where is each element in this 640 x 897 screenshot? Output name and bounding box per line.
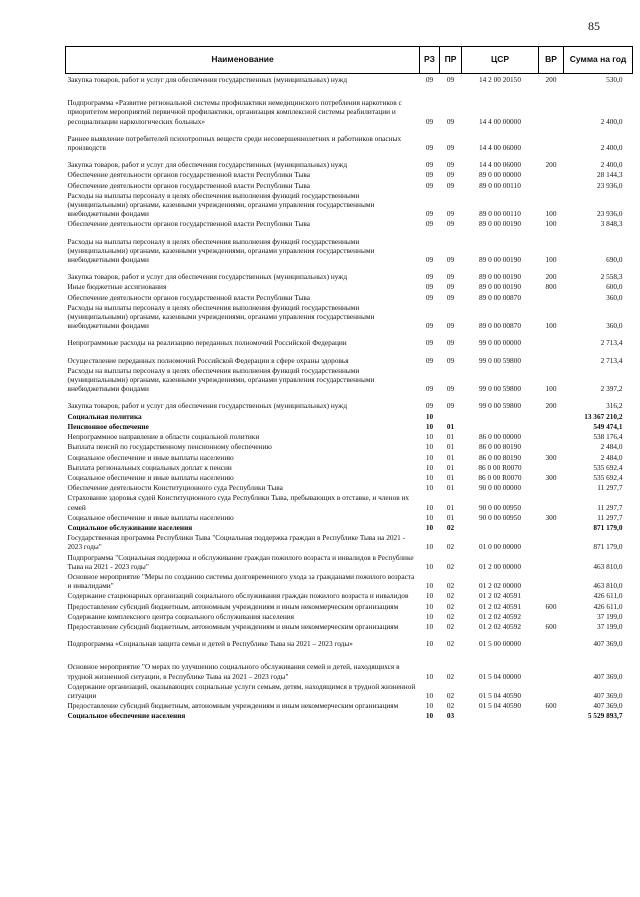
cell-rz: 09 [425, 355, 434, 365]
cell-name: Социальное обслуживание населения [67, 522, 193, 532]
cell-rz: 09 [425, 321, 434, 331]
cell-rz: 09 [425, 272, 434, 282]
cell-sum: 538 176,4 [593, 432, 623, 442]
table-row [66, 330, 633, 347]
cell-name: Содержание комплексного центра социального обслуживания населения [67, 611, 295, 621]
table-row [66, 710, 633, 720]
cell-rz: 10 [425, 639, 434, 649]
cell-csr: 01 5 04 40590 [479, 701, 521, 711]
cell-pr: 09 [446, 255, 455, 265]
table-row [66, 700, 633, 710]
cell-rz: 10 [425, 472, 434, 482]
cell-sum: 530,0 [606, 75, 623, 84]
cell-sum: 426 611,0 [593, 591, 623, 601]
cell-sum: 316,2 [606, 401, 623, 411]
cell-rz: 09 [425, 180, 434, 190]
cell-csr: 99 0 00 00000 [479, 338, 521, 348]
cell-sum: 2 400,0 [600, 116, 623, 126]
cell-sum: 871 179,0 [593, 522, 623, 532]
cell-rz: 10 [425, 671, 434, 681]
cell-rz: 09 [425, 401, 434, 411]
cell-sum: 2 713,4 [600, 338, 623, 348]
cell-name: Непрограммное направление в области социальной политики [67, 432, 260, 442]
cell-sum: 600,0 [606, 282, 623, 292]
cell-pr: 02 [446, 542, 455, 552]
cell-name: Пенсионное обеспечение [67, 421, 149, 431]
cell-sum: 13 367 210,2 [584, 411, 623, 421]
cell-pr: 09 [446, 75, 455, 84]
cell-sum: 690,0 [606, 255, 623, 265]
cell-pr: 01 [446, 472, 455, 482]
cell-rz: 10 [425, 621, 434, 631]
cell-vr: 100 [545, 219, 557, 229]
cell-csr: 89 0 00 00190 [479, 219, 521, 229]
cell-pr: 02 [446, 690, 455, 700]
cell-rz: 10 [425, 711, 434, 721]
cell-pr: 09 [446, 338, 455, 348]
cell-sum: 463 810,0 [593, 581, 623, 591]
cell-vr [539, 169, 564, 179]
cell-vr [539, 631, 564, 648]
cell-name: Закупка товаров, работ и услуг для обеспечения государственных (муниципальных) нужд [67, 272, 348, 282]
cell-sum: 360,0 [606, 292, 623, 302]
table-row [66, 74, 633, 85]
cell-vr [539, 710, 564, 720]
table-row [66, 492, 633, 511]
cell-csr: 89 0 00 00190 [479, 272, 521, 282]
cell-sum: 535 692,4 [593, 462, 623, 472]
cell-vr: 200 [545, 272, 557, 282]
page-number: 85 [588, 19, 600, 33]
cell-csr: 86 0 00 80190 [479, 442, 521, 452]
table-row [66, 462, 633, 472]
cell-sum: 407 369,0 [593, 690, 623, 700]
cell-csr [462, 522, 539, 532]
cell-rz: 10 [425, 483, 434, 493]
cell-sum: 2 400,0 [600, 143, 623, 153]
cell-rz: 09 [425, 255, 434, 265]
cell-csr: 14 4 00 06000 [479, 143, 521, 153]
table-row [66, 631, 633, 648]
table-row [66, 348, 633, 365]
cell-name: Страхование здоровья судей Конституционного суда Республики Тыва, пребывающих в отставке, и членов их семей [67, 493, 410, 512]
cell-name: Социальная политика [67, 411, 142, 421]
table-row [66, 84, 633, 126]
cell-vr: 800 [545, 282, 557, 292]
cell-vr [539, 330, 564, 347]
cell-rz: 10 [425, 522, 434, 532]
table-row [66, 452, 633, 462]
cell-vr [539, 180, 564, 190]
budget-table [65, 46, 633, 721]
table-header-row [66, 47, 633, 74]
cell-csr: 01 2 02 00000 [479, 581, 521, 591]
table-row [66, 190, 633, 219]
cell-sum: 11 297,7 [597, 483, 623, 493]
table-row [66, 648, 633, 680]
table-row [66, 681, 633, 700]
cell-pr: 01 [446, 421, 455, 431]
table-row [66, 421, 633, 431]
table-row [66, 522, 633, 532]
cell-vr [539, 84, 564, 126]
cell-csr: 01 0 00 00000 [479, 542, 521, 552]
cell-name: Подпрограмма «Развитие региональной системы профилактики немедицинского потребления наркотиков с приоритетом мероприятий первичной профилактики, организация комплексной системы реабилитации и ресоциализации наркологических больных» [67, 98, 402, 126]
cell-rz: 10 [425, 512, 434, 522]
cell-pr: 01 [446, 452, 455, 462]
cell-sum: 11 297,7 [597, 502, 623, 512]
table-row [66, 393, 633, 410]
cell-name: Выплата региональных социальных доплат к пенсии [67, 462, 232, 472]
cell-name: Обеспечение деятельности органов государственной власти Республики Тыва [67, 170, 310, 180]
cell-sum: 37 199,0 [596, 611, 623, 621]
cell-name: Предоставление субсидий бюджетным, автономным учреждениям и иным некоммерческим организациям [67, 701, 399, 711]
cell-sum: 407 369,0 [593, 671, 623, 681]
cell-csr: 89 0 00 00870 [479, 321, 521, 331]
cell-csr: 90 0 00 00000 [479, 483, 521, 493]
cell-sum: 5 529 893,7 [587, 711, 623, 721]
cell-name: Раннее выявление потребителей психотропных веществ среди несовершеннолетних и работников опасных производств [67, 133, 402, 153]
cell-vr: 100 [545, 255, 557, 265]
cell-csr: 86 0 00 R0070 [478, 472, 522, 482]
cell-csr: 99 0 00 59800 [479, 401, 521, 411]
cell-sum: 549 474,1 [593, 421, 623, 431]
cell-vr [539, 441, 564, 451]
cell-sum: 23 936,0 [596, 209, 623, 219]
cell-rz: 10 [425, 442, 434, 452]
cell-name: Обеспечение деятельности органов государственной власти Республики Тыва [67, 219, 310, 229]
cell-rz: 10 [425, 462, 434, 472]
cell-name: Расходы на выплаты персоналу в целях обеспечения выполнения функций государственными (муниципальными) органами, казенными учреждениями, органами управления государственными внебюджетными фондами [67, 190, 375, 219]
cell-pr: 09 [446, 170, 455, 180]
cell-rz: 10 [425, 591, 434, 601]
cell-name: Государственная программа Республики Тыва "Социальная поддержка граждан в Республике Тыва на 2021 - 2023 годы" [67, 533, 406, 552]
cell-pr: 01 [446, 442, 455, 452]
header-name: Наименование [66, 47, 420, 74]
table-row [66, 281, 633, 291]
cell-rz: 10 [425, 611, 434, 621]
cell-rz: 10 [425, 452, 434, 462]
cell-pr: 02 [446, 621, 455, 631]
table-row [66, 621, 633, 631]
table-row [66, 411, 633, 421]
cell-vr: 600 [545, 621, 557, 631]
cell-pr [440, 411, 462, 421]
cell-csr: 99 0 00 59800 [479, 384, 521, 394]
cell-vr [539, 648, 564, 680]
cell-pr: 09 [446, 219, 455, 229]
cell-vr: 300 [545, 472, 557, 482]
cell-csr: 86 0 00 00000 [479, 432, 521, 442]
cell-pr: 09 [446, 292, 455, 302]
cell-rz: 10 [425, 581, 434, 591]
cell-vr [539, 532, 564, 551]
cell-rz: 10 [425, 432, 434, 442]
cell-name: Расходы на выплаты персоналу в целях обеспечения выполнения функций государственными (муниципальными) органами, казенными учреждениями, органами управления государственными внебюджетными фондами [67, 365, 375, 394]
cell-rz: 10 [425, 701, 434, 711]
cell-pr: 03 [446, 711, 455, 721]
cell-vr: 100 [545, 209, 557, 219]
cell-rz: 09 [425, 338, 434, 348]
cell-csr: 89 0 00 00110 [479, 180, 521, 190]
cell-csr: 99 0 00 59800 [479, 355, 521, 365]
cell-csr: 90 0 00 00950 [479, 512, 521, 522]
cell-name: Предоставление субсидий бюджетным, автономным учреждениям и иным некоммерческим организациям [67, 621, 399, 631]
cell-vr: 100 [545, 321, 557, 331]
cell-vr [539, 348, 564, 365]
cell-rz: 10 [425, 561, 434, 571]
header-sum: Сумма на год [564, 47, 633, 74]
cell-sum: 535 692,4 [593, 472, 623, 482]
cell-sum: 2 484,0 [600, 452, 623, 462]
cell-csr: 89 0 00 00190 [479, 282, 521, 292]
cell-rz: 09 [425, 384, 434, 394]
cell-name: Социальное обеспечение и иные выплаты населению [67, 452, 234, 462]
table-row [66, 264, 633, 281]
cell-sum: 37 199,0 [596, 621, 623, 631]
table-row [66, 365, 633, 394]
cell-rz: 09 [425, 292, 434, 302]
cell-csr: 01 2 02 40592 [479, 611, 521, 621]
table-row [66, 302, 633, 331]
cell-vr: 200 [545, 160, 557, 170]
cell-vr: 200 [545, 401, 557, 411]
table-row [66, 611, 633, 621]
cell-csr [462, 421, 539, 431]
cell-vr [539, 431, 564, 441]
cell-pr: 01 [446, 512, 455, 522]
cell-name: Содержание организаций, оказывающих социальные услуги семьям, детям, находящимся в трудной жизненной ситуации [67, 681, 416, 700]
cell-vr: 200 [545, 75, 557, 84]
cell-csr: 90 0 00 00950 [479, 502, 521, 512]
table-row [66, 431, 633, 441]
cell-csr: 86 0 00 80190 [479, 452, 521, 462]
cell-name: Основное мероприятие "О мерах по улучшению социального обслуживания семей и детей, находящихся в трудной жизненной ситуации, в Республике Тыва на 2021 – 2023 годы" [67, 662, 400, 681]
cell-sum: 463 810,0 [593, 561, 623, 571]
cell-pr: 02 [446, 561, 455, 571]
cell-csr: 14 4 00 06000 [479, 160, 521, 170]
cell-csr: 14 4 00 00000 [479, 116, 521, 126]
cell-sum: 2 558,3 [600, 272, 623, 282]
cell-vr [539, 292, 564, 302]
cell-name: Содержание стационарных организаций социального обслуживания граждан пожилого возраста и инвалидов [67, 591, 409, 601]
table-row [66, 126, 633, 152]
cell-pr: 09 [446, 209, 455, 219]
cell-vr [539, 411, 564, 421]
cell-name: Выплата пенсий по государственному пенсионному обеспечению [67, 442, 272, 452]
cell-sum: 426 611,0 [593, 601, 623, 611]
cell-sum: 2 713,4 [600, 355, 623, 365]
cell-pr: 02 [446, 671, 455, 681]
cell-vr: 600 [545, 601, 557, 611]
cell-pr: 02 [446, 581, 455, 591]
cell-name: Обеспечение деятельности органов государственной власти Республики Тыва [67, 292, 310, 302]
cell-rz: 10 [425, 411, 434, 421]
cell-name: Иные бюджетные ассигнования [67, 282, 167, 292]
cell-name: Расходы на выплаты персоналу в целях обеспечения выполнения функций государственными (муниципальными) органами, казенными учреждениями, органами управления государственными внебюджетными фондами [67, 302, 375, 331]
cell-rz: 09 [425, 219, 434, 229]
header-rz: РЗ [420, 47, 440, 74]
cell-csr: 01 5 00 00000 [479, 639, 521, 649]
cell-pr: 02 [446, 639, 455, 649]
cell-name: Социальное обеспечение населения [67, 711, 186, 721]
cell-csr [462, 710, 539, 720]
cell-pr: 02 [446, 601, 455, 611]
cell-sum: 2 400,0 [600, 160, 623, 170]
cell-pr: 02 [446, 591, 455, 601]
cell-vr [539, 522, 564, 532]
cell-sum: 11 297,7 [597, 512, 623, 522]
cell-vr: 300 [545, 512, 557, 522]
cell-vr: 600 [545, 701, 557, 711]
header-csr: ЦСР [462, 47, 539, 74]
cell-name: Социальное обеспечение и иные выплаты населению [67, 472, 234, 482]
cell-pr: 09 [446, 355, 455, 365]
cell-pr: 09 [446, 160, 455, 170]
cell-pr: 02 [446, 522, 455, 532]
cell-vr: 300 [545, 452, 557, 462]
cell-vr: 100 [545, 384, 557, 394]
table-body [66, 74, 633, 721]
cell-rz: 09 [425, 75, 434, 84]
cell-name: Непрограммные расходы на реализацию переданных полномочий Российской Федерации [67, 338, 347, 348]
header-vr: ВР [539, 47, 564, 74]
cell-name: Закупка товаров, работ и услуг для обеспечения государственных (муниципальных) нужд [67, 75, 348, 84]
cell-sum: 23 936,0 [596, 180, 623, 190]
table-row [66, 601, 633, 611]
table-row [66, 571, 633, 590]
cell-name: Социальное обеспечение и иные выплаты населению [67, 512, 234, 522]
cell-csr: 01 2 02 40592 [479, 621, 521, 631]
cell-pr: 09 [446, 116, 455, 126]
cell-sum: 407 369,0 [593, 639, 623, 649]
cell-pr: 09 [446, 143, 455, 153]
table-row [66, 152, 633, 169]
cell-vr [539, 571, 564, 590]
cell-vr [539, 552, 564, 571]
cell-csr: 14 2 00 20150 [479, 75, 521, 84]
cell-csr: 01 2 02 40591 [479, 591, 521, 601]
cell-rz: 09 [425, 209, 434, 219]
table-row [66, 532, 633, 551]
cell-rz: 09 [425, 160, 434, 170]
cell-csr [462, 411, 539, 421]
header-pr: ПР [440, 47, 462, 74]
cell-vr [539, 681, 564, 700]
cell-csr: 89 0 00 00000 [479, 170, 521, 180]
table-row [66, 552, 633, 571]
cell-rz: 10 [425, 601, 434, 611]
cell-sum: 2 397,2 [600, 384, 623, 394]
cell-sum: 3 848,3 [600, 219, 623, 229]
table-row [66, 472, 633, 482]
cell-vr [539, 462, 564, 472]
cell-name: Подпрограмма «Социальная защита семьи и детей в Республике Тыва на 2021 – 2023 годы» [67, 639, 353, 649]
cell-rz: 10 [425, 421, 434, 431]
cell-name: Предоставление субсидий бюджетным, автономным учреждениям и иным некоммерческим организациям [67, 601, 399, 611]
cell-pr: 09 [446, 272, 455, 282]
cell-csr: 86 0 00 R0070 [478, 462, 522, 472]
cell-rz: 10 [425, 542, 434, 552]
cell-pr: 09 [446, 180, 455, 190]
cell-pr: 02 [446, 701, 455, 711]
table-row [66, 441, 633, 451]
cell-name: Обеспечение деятельности Конституционного суда Республики Тыва [67, 483, 283, 493]
cell-vr [539, 492, 564, 511]
cell-name: Обеспечение деятельности органов государственной власти Республики Тыва [67, 180, 310, 190]
cell-vr [539, 421, 564, 431]
cell-pr: 01 [446, 483, 455, 493]
cell-pr: 09 [446, 401, 455, 411]
cell-rz: 09 [425, 143, 434, 153]
cell-vr [539, 482, 564, 492]
cell-pr: 01 [446, 462, 455, 472]
cell-csr: 89 0 00 00190 [479, 255, 521, 265]
cell-rz: 09 [425, 170, 434, 180]
cell-pr: 01 [446, 502, 455, 512]
cell-pr: 02 [446, 611, 455, 621]
cell-name: Подпрограмма "Социальная поддержка и обслуживание граждан пожилого возраста и инвалидов в Республике Тыва на 2021 - 2023 годы" [67, 552, 414, 571]
cell-sum: 360,0 [606, 321, 623, 331]
cell-vr [539, 590, 564, 600]
cell-csr: 01 5 04 40590 [479, 690, 521, 700]
cell-csr: 01 5 04 00000 [479, 671, 521, 681]
table-row [66, 482, 633, 492]
cell-rz: 09 [425, 282, 434, 292]
cell-sum: 28 144,3 [596, 170, 623, 180]
cell-pr: 01 [446, 432, 455, 442]
cell-rz: 10 [425, 690, 434, 700]
table-row [66, 512, 633, 522]
cell-name: Осуществление переданных полномочий Российской Федерации в сфере охраны здоровья [67, 355, 349, 365]
table-row [66, 590, 633, 600]
cell-sum: 871 179,0 [593, 542, 623, 552]
cell-name: Закупка товаров, работ и услуг для обеспечения государственных (муниципальных) нужд [67, 401, 348, 411]
cell-sum: 2 484,0 [600, 442, 623, 452]
cell-name: Основное мероприятие "Меры по созданию системы долговременного ухода за гражданами пожилого возраста и инвалидами" [67, 571, 415, 591]
table-row [66, 218, 633, 228]
cell-vr [539, 126, 564, 152]
cell-csr: 89 0 00 00110 [479, 209, 521, 219]
cell-name: Закупка товаров, работ и услуг для обеспечения государственных (муниципальных) нужд [67, 160, 348, 170]
cell-pr: 09 [446, 321, 455, 331]
cell-name: Расходы на выплаты персоналу в целях обеспечения выполнения функций государственными (муниципальными) органами, казенными учреждениями, органами управления государственными внебюджетными фондами [67, 236, 375, 265]
cell-csr: 89 0 00 00870 [479, 292, 521, 302]
cell-pr: 09 [446, 384, 455, 394]
table-row [66, 292, 633, 302]
table-row [66, 169, 633, 179]
cell-csr: 01 2 02 40591 [479, 601, 521, 611]
cell-rz: 09 [425, 116, 434, 126]
table-row [66, 180, 633, 190]
cell-sum: 407 369,0 [593, 701, 623, 711]
table-row [66, 229, 633, 265]
cell-csr: 01 2 00 00000 [479, 561, 521, 571]
cell-rz: 10 [425, 502, 434, 512]
cell-pr: 09 [446, 282, 455, 292]
cell-vr [539, 611, 564, 621]
